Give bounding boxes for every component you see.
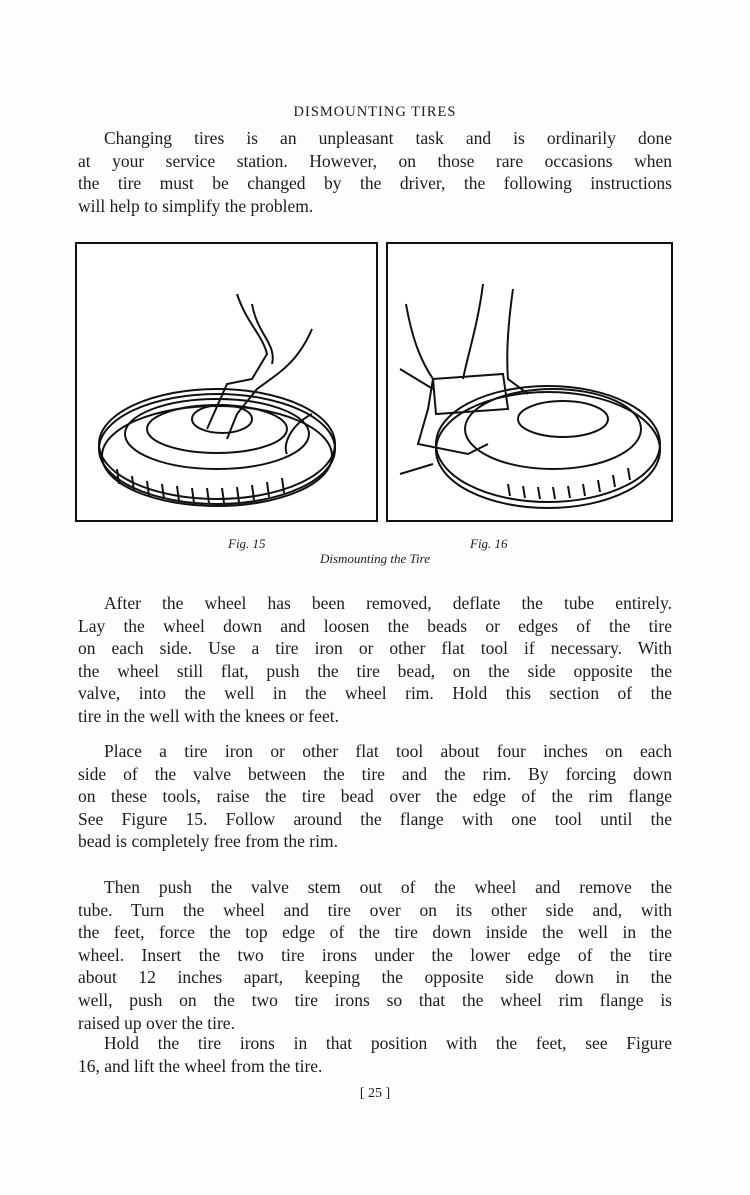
text-line: the tire must be changed by the driver, the following instructions xyxy=(78,173,672,194)
text-line: See Figure 15. Follow around the flange with one tool until the xyxy=(78,808,672,829)
text-line: After the wheel has been removed, deflate the tube entirely. xyxy=(104,593,672,613)
text-line: wheel. Insert the two tire irons under the lower edge of the tire xyxy=(78,944,672,965)
paragraph-remove-tube xyxy=(78,876,672,1034)
text-line: 16, and lift the wheel from the tire. xyxy=(78,1055,323,1076)
tire-hands-drawing xyxy=(77,244,376,520)
paragraph-tire-iron xyxy=(78,740,672,853)
text-line: side of the valve between the tire and the rim. By forcing down xyxy=(78,763,672,784)
tire-feet-drawing xyxy=(388,244,671,520)
figure-16-illustration xyxy=(386,242,673,522)
page-number: [ 25 ] xyxy=(359,1086,391,1101)
paragraph-deflate xyxy=(78,592,672,728)
text-line: Changing tires is an unpleasant task and is ordinarily done xyxy=(104,128,672,148)
text-line: Then push the valve stem out of the wheel and remove the xyxy=(104,877,672,897)
text-line: on these tools, raise the tire bead over the edge of the rim flange xyxy=(78,786,672,807)
text-line: well, push on the two tire irons so that the wheel rim flange is xyxy=(78,989,672,1010)
figure-16-label: Fig. 16 xyxy=(470,536,508,551)
text-line: about 12 inches apart, keeping the opposite side down in the xyxy=(78,967,672,988)
text-line: bead is completely free from the rim. xyxy=(78,831,338,852)
running-head: DISMOUNTING TIRES xyxy=(293,104,457,120)
paragraph-lift-wheel xyxy=(78,1032,672,1077)
figure-15-label: Fig. 15 xyxy=(228,536,266,551)
text-line: will help to simplify the problem. xyxy=(78,195,314,216)
text-line: the wheel still flat, push the tire bead, on the side opposite the xyxy=(78,660,672,681)
figure-15-illustration xyxy=(75,242,378,522)
text-line: Place a tire iron or other flat tool about four inches on each xyxy=(104,741,672,761)
text-line: Lay the wheel down and loosen the beads or edges of the tire xyxy=(78,615,672,636)
text-line: Hold the tire irons in that position with the feet, see Figure xyxy=(104,1033,672,1053)
paragraph-intro xyxy=(78,127,672,217)
text-line: tube. Turn the wheel and tire over on its other side and, with xyxy=(78,899,672,920)
text-line: at your service station. However, on those rare occasions when xyxy=(78,150,672,171)
figure-caption: Dismounting the Tire xyxy=(319,551,431,566)
text-line: tire in the well with the knees or feet. xyxy=(78,705,339,726)
text-line: valve, into the well in the wheel rim. Hold this section of the xyxy=(78,683,672,704)
text-line: raised up over the tire. xyxy=(78,1012,235,1033)
text-line: on each side. Use a tire iron or other flat tool if necessary. With xyxy=(78,638,672,659)
text-line: the feet, force the top edge of the tire down inside the well in the xyxy=(78,922,672,943)
